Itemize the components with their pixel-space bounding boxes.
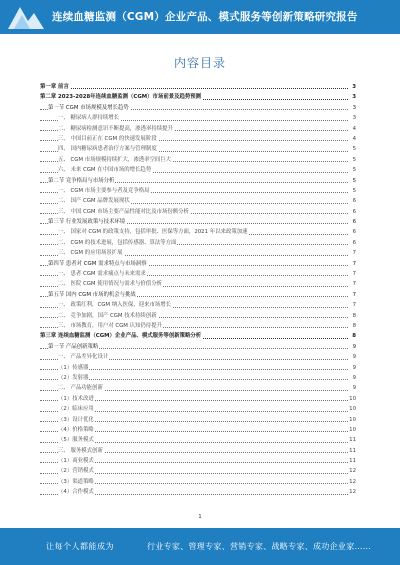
toc-entry-title: 二、 糖尿病检测意识不断提高，渗透率持续提升	[58, 125, 173, 132]
toc-entry[interactable]	[40, 165, 356, 175]
toc-entry[interactable]	[40, 103, 356, 113]
toc-entry-title: （2）营销模式	[58, 468, 94, 475]
toc-entry-title: 第三节 行业发展政策与技术环境	[48, 219, 126, 226]
page-number: 1	[198, 514, 202, 520]
toc-entry-page: 7	[352, 300, 356, 310]
toc-entry-title: 一、 糖尿病人群持续增长	[58, 115, 120, 122]
toc-entry[interactable]	[40, 279, 356, 289]
toc-entry[interactable]	[40, 383, 356, 393]
toc-entry[interactable]	[40, 124, 356, 134]
toc-entry-title: 三、 中国 CGM 市场主要产品性能对比及市场份额分析	[58, 208, 189, 215]
toc-entry-title: 第一节 产品创新策略	[48, 343, 99, 350]
toc-entry[interactable]	[40, 435, 356, 445]
toc-entry-page: 3	[352, 113, 356, 123]
toc-entry-title: （1）商业模式	[58, 458, 94, 465]
toc-entry-title: 三、 服务模式创新	[58, 447, 103, 454]
toc-entry[interactable]	[40, 373, 356, 383]
report-title: 连续血糖监测（CGM）企业产品、模式服务等创新策略研究报告	[52, 11, 358, 23]
toc-entry[interactable]	[40, 477, 356, 487]
toc-entry-title: 一、 国家对 CGM 的政策支持，包括审批、医保等方面，2021 年以来政策加速	[58, 229, 248, 236]
toc-entry[interactable]	[40, 196, 356, 206]
toc-entry-page: 8	[352, 321, 356, 331]
toc-entry-page: 3	[351, 92, 356, 102]
toc-entry[interactable]	[40, 207, 356, 217]
toc-entry-page: 10	[348, 415, 356, 425]
toc-entry-page: 8	[351, 331, 356, 341]
toc-entry-title: （2）发射器	[58, 374, 89, 381]
toc-entry[interactable]	[40, 363, 356, 373]
toc-entry-title: 二、 竞争加剧，国产 CGM 技术持续创新	[58, 312, 157, 319]
toc-entry-title: （3）渠道策略	[58, 478, 94, 485]
toc-entry[interactable]	[40, 446, 356, 456]
toc-entry-title: （3）设计优化	[58, 416, 94, 423]
footer-bar	[0, 528, 400, 565]
toc-entry-page: 3	[351, 82, 356, 92]
toc-entry-page: 5	[352, 155, 356, 165]
toc-entry[interactable]	[40, 176, 356, 186]
toc-entry-title: 二、 CGM 的技术进展，包括传感器、算法等方面	[58, 239, 177, 246]
toc-entry-title: （2）临床应用	[58, 406, 94, 413]
logo-icon	[6, 3, 46, 31]
footer-slogan-right: 行业专家、管理专家、营销专家、战略专家、成功企业家……	[147, 542, 372, 551]
toc-entry[interactable]	[40, 82, 356, 92]
toc-entry-page: 6	[352, 227, 356, 237]
toc-entry-title: 第一节 CGM 市场规模及增长趋势	[48, 104, 129, 111]
toc-entry-page: 11	[348, 456, 356, 466]
toc-entry-page: 6	[352, 217, 356, 227]
toc-entry[interactable]	[40, 290, 356, 300]
toc-entry[interactable]	[40, 466, 356, 476]
toc-entry[interactable]	[40, 227, 356, 237]
toc-entry-page: 7	[352, 269, 356, 279]
toc-entry-page: 9	[352, 363, 356, 373]
toc-entry[interactable]	[40, 248, 356, 258]
toc-entry-title: 一、 CGM 市场主要参与者及竞争格局	[58, 187, 150, 194]
toc-entry-page: 11	[348, 446, 356, 456]
toc-entry-title: 第四节 患者对 CGM 需求特点与市场洞察	[48, 260, 147, 267]
toc-entry[interactable]	[40, 456, 356, 466]
toc-entry[interactable]	[40, 331, 356, 341]
toc-entry[interactable]	[40, 144, 356, 154]
toc-entry-page: 3	[352, 103, 356, 113]
toc-entry[interactable]	[40, 487, 356, 497]
toc-entry-page: 11	[348, 435, 356, 445]
toc-entry-title: 四、 国内糖尿病患者治疗方案与管理制度	[58, 146, 157, 153]
toc-entry[interactable]	[40, 394, 356, 404]
toc-entry-title: 第二章 2023-2028年连续血糖监测（CGM）市场前景及趋势预测	[40, 94, 202, 101]
toc-entry-title: 第五节 国内 CGM 市场的机会与挑战	[48, 291, 136, 298]
toc-entry-page: 4	[352, 124, 356, 134]
toc-entry[interactable]	[40, 342, 356, 352]
toc-entry-page: 4	[352, 134, 356, 144]
toc-entry-page: 6	[352, 196, 356, 206]
toc-entry-title: 二、 医院 CGM 使用情况与需求与价值分析	[58, 281, 162, 288]
toc-entry-page: 10	[348, 404, 356, 414]
toc-entry-page: 9	[352, 352, 356, 362]
toc-entry[interactable]	[40, 425, 356, 435]
toc-entry-title: 第一章 前言	[40, 84, 69, 90]
table-of-contents	[40, 82, 356, 498]
toc-entry-page: 12	[348, 487, 356, 497]
toc-entry[interactable]	[40, 321, 356, 331]
toc-entry-page: 7	[352, 259, 356, 269]
toc-entry-page: 5	[352, 165, 356, 175]
toc-entry-title: 六、 未来 CGM 在中国市场的增长趋势	[58, 167, 152, 174]
toc-heading: 内容目录	[173, 56, 226, 70]
header-bar	[0, 0, 400, 34]
toc-entry[interactable]	[40, 186, 356, 196]
toc-entry-title: 二、 国产 CGM 品牌发展现状	[58, 198, 130, 205]
toc-entry-title: 第二节 竞争格局与市场分析	[48, 177, 115, 184]
toc-entry-title: 第三章 连续血糖监测（CGM）企业产品、模式服务等创新策略分析	[40, 333, 202, 340]
footer-slogan-left: 让每个人都能成为	[46, 542, 114, 551]
toc-entry[interactable]	[40, 92, 356, 102]
toc-entry[interactable]	[40, 259, 356, 269]
toc-entry[interactable]	[40, 300, 356, 310]
toc-entry-page: 10	[348, 425, 356, 435]
toc-entry-page: 12	[348, 466, 356, 476]
toc-entry-page: 6	[352, 207, 356, 217]
toc-entry-page: 7	[352, 290, 356, 300]
toc-entry-page: 5	[352, 186, 356, 196]
toc-entry[interactable]	[40, 238, 356, 248]
toc-entry-page: 12	[348, 477, 356, 487]
toc-entry-title: （1）传感器	[58, 364, 89, 371]
toc-entry[interactable]	[40, 415, 356, 425]
toc-entry[interactable]	[40, 155, 356, 165]
toc-entry-page: 5	[352, 144, 356, 154]
toc-entry-title: 一、 患者 CGM 需求痛点与未来需求	[58, 271, 146, 278]
toc-entry-page: 9	[352, 383, 356, 393]
toc-entry-title: 三、 CGM 的应用场景扩展	[58, 250, 123, 257]
toc-entry-title: （4）价格策略	[58, 426, 94, 433]
toc-entry[interactable]	[40, 352, 356, 362]
toc-leader-dots	[40, 88, 348, 89]
toc-entry-page: 5	[352, 176, 356, 186]
toc-entry-title: 一、 政策红利，CGM 纳入医保，迎来市场增长	[58, 302, 172, 309]
toc-entry-page: 8	[352, 311, 356, 321]
toc-entry-page: 7	[352, 248, 356, 258]
toc-entry-title: 二、 产品功能创新	[58, 385, 103, 392]
toc-entry[interactable]	[40, 311, 356, 321]
toc-entry-title: 一、 产品差异化设计	[58, 354, 109, 361]
toc-entry-title: 三、 中国目前正在 CGM 的快速发展阶段	[58, 135, 157, 142]
toc-entry-page: 9	[352, 342, 356, 352]
toc-entry-page: 7	[352, 279, 356, 289]
toc-entry[interactable]	[40, 269, 356, 279]
toc-entry[interactable]	[40, 217, 356, 227]
toc-entry-title: （4）合作模式	[58, 489, 94, 496]
toc-entry[interactable]	[40, 404, 356, 414]
toc-entry-title: （5）服务模式	[58, 437, 94, 444]
toc-entry[interactable]	[40, 113, 356, 123]
toc-entry-title: （1）技术改进	[58, 395, 94, 402]
toc-entry-page: 6	[352, 238, 356, 248]
toc-entry[interactable]	[40, 134, 356, 144]
toc-entry-title: 五、 CGM 市场规模持续扩大，渗透率空间巨大	[58, 156, 172, 163]
toc-entry-page: 9	[352, 373, 356, 383]
toc-entry-page: 10	[348, 394, 356, 404]
toc-entry-title: 三、 市场教育，用户对 CGM 认知仍待提升	[58, 322, 162, 329]
